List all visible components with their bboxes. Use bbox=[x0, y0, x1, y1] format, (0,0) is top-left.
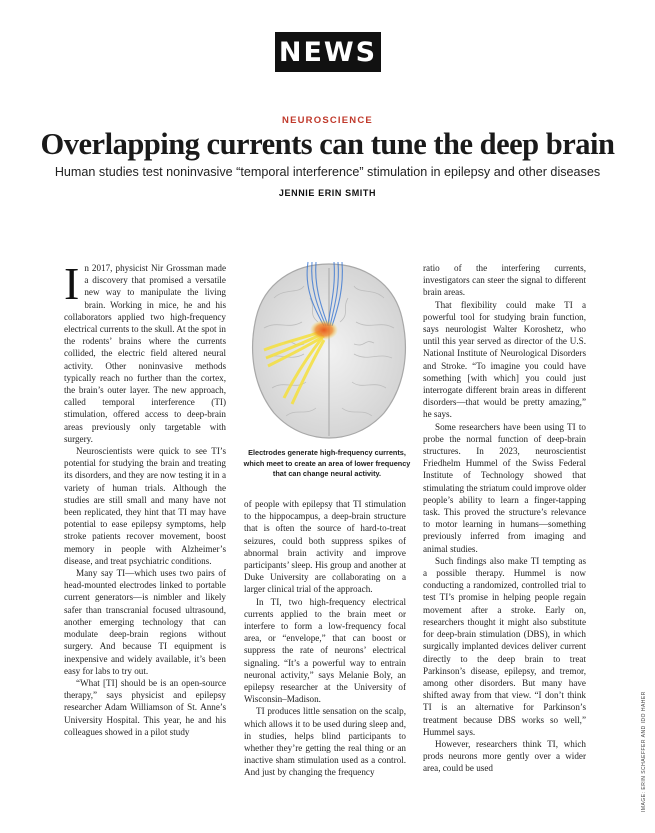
paragraph: Neuroscientists were quick to see TI’s potential for studying the brain and treating its disorders, and they are now testing it in a variety of human trials. Although the studies are still small and many have not been replicated, they hint that TI may have potential to ease epilepsy symptoms, help stroke patients recover movement, boost memory in people with Alzheimer’s disease, and treat psychiatric conditions. bbox=[64, 446, 226, 566]
paragraph: “What [TI] should be is an open-source therapy,” says physicist and epilepsy researcher Adam Williamson of St. Anne’s University Hospital. This year, he and his colleagues showed in a pilot study bbox=[64, 677, 226, 737]
paragraph: TI produces little sensation on the scalp, which allows it to be used during sleep and, in studies, helps blind participants to whether they’re getting the real thing or an inactive sham stimulation used as a control. And just by changing the frequency bbox=[244, 706, 406, 778]
paragraph: In TI, two high-frequency electrical currents applied to the brain meet or interfere to form a low-frequency focal area, or “envelope,” that can boost or suppress the rate of neurons’ electrical signaling. “It’s a powerful way to entrain neuronal activity,” says Melanie Boly, an epilepsy researcher at the University of Wisconsin–Madison. bbox=[244, 596, 406, 705]
article-column-2 bbox=[244, 498, 406, 779]
article-column-1 bbox=[64, 258, 226, 738]
paragraph: That flexibility could make TI a powerful tool for studying brain function, says neurologist Walter Koroshetz, who until this year served as director of the U.S. National Institute of Neurological Disorders and Stroke. “To imagine you could have something [with which] you could just interrogate different brain areas in different disorders—that would be pretty amazing,” he says. bbox=[423, 299, 586, 420]
brain-figure bbox=[244, 258, 414, 443]
paragraph-text: n 2017, physicist Nir Grossman made a discovery that promised a versatile new way to manipulate the living brain. Working in mice, he and his collaborators applied two high-frequency electrical currents to the skull. At the spot in the rodents’ brains where the currents collided, the electric field altered neural activity. Other noninvasive methods typically reach no further than the cortex, the brain’s outer layer. The new approach, called temporal interference (TI) stimulation, offered access to deep-brain areas previously only targetable with surgery. bbox=[64, 263, 226, 444]
paragraph bbox=[64, 258, 226, 445]
image-credit: IMAGE: ERIN SCHAEFFER AND IDO HAHER bbox=[641, 691, 647, 812]
brain-illustration bbox=[244, 258, 414, 443]
dropcap: I bbox=[64, 258, 80, 309]
figure-caption: Electrodes generate high-frequency currents, which meet to create an area of lower frequency that can change neural activity. bbox=[243, 448, 411, 478]
paragraph: ratio of the interfering currents, investigators can steer the signal to different brain areas. bbox=[423, 263, 586, 298]
headline: Overlapping currents can tune the deep brain bbox=[40, 127, 615, 161]
kicker: NEUROSCIENCE bbox=[282, 115, 373, 126]
byline: JENNIE ERIN SMITH bbox=[278, 188, 377, 198]
section-tag: NEWS bbox=[275, 32, 381, 72]
paragraph: Many say TI—which uses two pairs of head-mounted electrodes linked to portable current generators—is nimbler and likely safer than transcranial focused ultrasound, another emerging technology that can modulate deep-brain regions without surgery. And because TI equipment is inexpensive and widely available, it’s been easy for labs to try out. bbox=[64, 568, 226, 676]
focal-area bbox=[310, 320, 338, 340]
dek: Human studies test noninvasive “temporal interference” stimulation in epilepsy and other diseases bbox=[54, 165, 601, 179]
article-column-3 bbox=[423, 262, 586, 775]
paragraph: However, researchers think TI, which prods neurons more gently over a wider area, could be used bbox=[423, 738, 586, 774]
paragraph: Some researchers have been using TI to probe the normal function of deep-brain structures. In 2023, neuroscientist Friedhelm Hummel of the Swiss Federal Institute of Technology showed that stimulating the striatum could improve older people’s ability to learn a finger-tapping task. This proved the structure’s relevance to motor learning in humans—something previously inferred from imaging and animal studies. bbox=[423, 421, 586, 554]
paragraph: Such findings also make TI tempting as a possible therapy. Hummel is now conducting a randomized, controlled trial to test TI’s promise in helping people regain movement after a stroke. Early on, researchers thought it might also substitute for deep-brain stimulation (DBS), in which surgically implanted devices deliver current directly to the deep brain to treat Parkinson’s disease, epilepsy, and tremor, among other disorders. But many have shifted away from that view. “I don’t think TI is an alternative for Parkinson’s treatment because DBS works so well,” Hummel says. bbox=[423, 555, 586, 737]
paragraph: of people with epilepsy that TI stimulation to the hippocampus, a deep-brain structure that is often the source of hard-to-treat seizures, could both suppress spikes of abnormal brain activity and improve participants’ sleep. His group and another at Duke University are collaborating on a larger clinical trial of the approach. bbox=[244, 499, 406, 595]
